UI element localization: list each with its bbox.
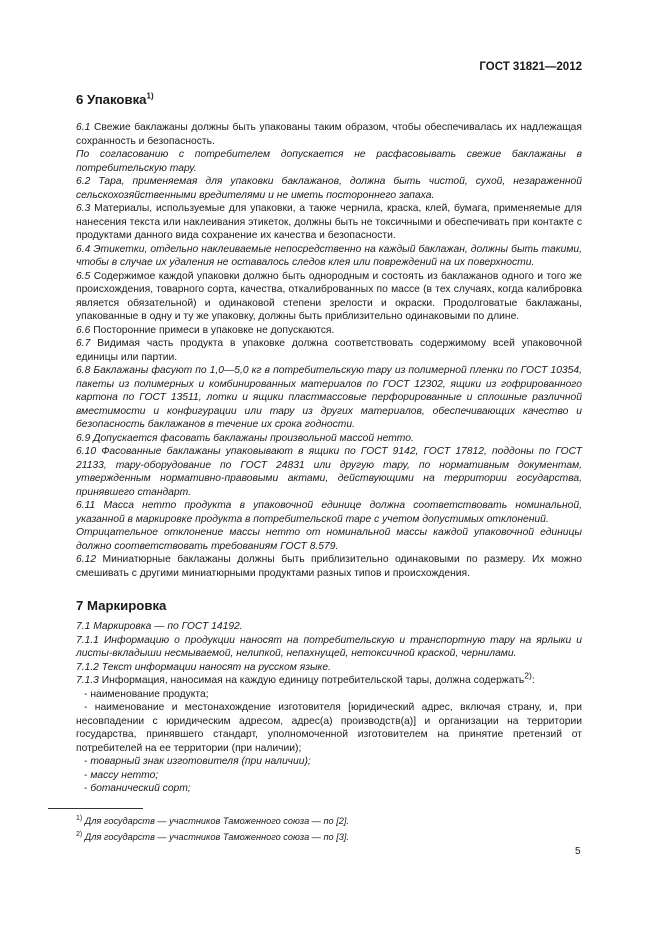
sec7-paragraph-number: - [84, 756, 88, 767]
footnote-separator [48, 808, 143, 809]
sec6-paragraph [76, 445, 582, 499]
sec6-paragraph-number: 6.8 [76, 365, 91, 376]
footnote-ref-1: 1) [146, 91, 154, 101]
sec6-paragraph-number: 6.10 [76, 446, 97, 457]
sec6-paragraph [76, 243, 582, 270]
sec7-paragraph [76, 661, 582, 675]
sec6-paragraph-number: 6.12 [76, 554, 97, 565]
footnotes [76, 813, 582, 845]
sec6-paragraph-text: Тара, применяемая для упаковки баклажанов, должна быть чистой, сухой, незараженной сельскохозяйственными вредителями и не иметь постороннего запаха. [76, 176, 582, 201]
sec6-paragraph [76, 337, 582, 364]
sec6-paragraph [76, 202, 582, 243]
sec7-paragraph [76, 782, 582, 796]
sec6-paragraph [76, 432, 582, 446]
footnote-ref-2: 2) [524, 670, 532, 681]
sec7-paragraph-text: массу нетто; [90, 769, 159, 781]
sec7-paragraph-number: - [84, 783, 88, 794]
sec6-paragraph [76, 270, 582, 324]
sec6-paragraph-number: 6.5 [76, 270, 91, 282]
sec6-paragraph-number: 6.2 [76, 176, 91, 187]
sec6-paragraph-text: Миниатюрные баклажаны должны быть приблизительно одинаковыми по размеру. Их можно смешивать с другими миниатюрными продуктами разных типов и происхождения. [76, 554, 582, 579]
section-6-title: 6 Упаковка [76, 92, 147, 107]
sec6-paragraph-text: Свежие баклажаны должны быть упакованы таким образом, чтобы обеспечивалась их надлежащая сохранность и безопасность. [76, 122, 582, 147]
footnote-text: Для государств — участников Таможенного союза — по [3]. [84, 832, 349, 842]
sec7-paragraph-text: Информацию о продукции наносят на потребительскую и транспортную тару на ярлыки и листы-вкладыши несмываемой, нелипкой, непахнущей, нетоксичной краской, чернилами. [76, 634, 582, 659]
sec6-paragraph-text: Материалы, используемые для упаковки, а также чернила, краска, клей, бумага, применяемые для нанесения текста или наклеивания этикеток, должны быть не токсичными и обеспечивать при контакте с продуктами данного вида сохранение их качества и безопасности. [76, 203, 582, 241]
sec6-paragraph-text: Этикетки, отдельно наклеиваемые непосредственно на каждый баклажан, должны быть такими, чтобы в случае их удаления не оставалось следов клея или повреждений на их поверхности. [76, 243, 582, 268]
sec7-paragraph [76, 688, 582, 702]
sec6-paragraph-number: 6.4 [76, 243, 91, 255]
sec7-paragraph-text: Маркировка — по ГОСТ 14192. [93, 621, 243, 632]
sec7-paragraph-number: - [84, 688, 88, 700]
sec6-paragraph-text: Отрицательное отклонение массы нетто от номинальной массы каждой упаковочной единицы должно соответствовать требованиям ГОСТ 8.579. [76, 527, 582, 552]
sec7-paragraph [76, 755, 582, 769]
sec6-paragraph-text: Видимая часть продукта в упаковке должна соответствовать содержимому всей упаковочной единицы или партии. [76, 338, 582, 363]
sec7-paragraph-number: - [84, 769, 88, 781]
sec6-paragraph-text: По согласованию с потребителем допускается не расфасовывать свежие баклажаны в потребительскую тару. [76, 149, 582, 174]
sec6-paragraph-number: 6.7 [76, 338, 91, 349]
section-6-body [76, 121, 582, 580]
sec6-paragraph [76, 553, 582, 580]
paragraph-text-end: : [531, 675, 535, 686]
sec6-paragraph [76, 526, 582, 553]
footnote-mark: 2) [76, 830, 83, 838]
sec6-paragraph [76, 148, 582, 175]
sec6-paragraph-text: Фасованные баклажаны упаковывают в ящики по ГОСТ 9142, ГОСТ 17812, поддоны по ГОСТ 21133, тару-оборудование по ГОСТ 24831 или другую тару, по нормативным документам, утвержденным нормативно-правовыми актами, действующими на территории государства, принявшего стандарт. [76, 446, 582, 498]
sec6-paragraph [76, 499, 582, 526]
sec6-paragraph-number: 6.6 [76, 324, 91, 336]
section-7-body [76, 620, 582, 796]
footnote-text: Для государств — участников Таможенного союза — по [2]. [84, 816, 349, 826]
sec6-paragraph-number: 6.1 [76, 122, 91, 133]
sec7-paragraph [76, 769, 582, 783]
standard-header: ГОСТ 31821—2012 [479, 61, 582, 73]
sec7-paragraph-number: 7.1.3 [76, 675, 99, 686]
sec6-paragraph [76, 121, 582, 148]
sec6-paragraph-text: Содержимое каждой упаковки должно быть однородным и состоять из баклажанов одного и того же происхождения, товарного сорта, качества, откалиброванных по массе (в тех случаях, когда калибровка является обязательной) и одинаковой степени зрелости и окраски. Продолговатые баклажаны, упакованные в одну и ту же упаковку, должны быть приблизительно одинаковыми по длине. [76, 270, 582, 322]
section-6-heading [76, 92, 582, 108]
section-7-title: 7 Маркировка [76, 598, 167, 613]
sec6-paragraph [76, 175, 582, 202]
sec7-paragraph-number: 7.1.1 [76, 634, 99, 646]
sec7-paragraph [76, 634, 582, 661]
sec7-paragraph-text: наименование продукта; [90, 688, 209, 700]
sec6-paragraph-number: 6.9 [76, 432, 91, 444]
sec7-paragraph-text: наименование и местонахождение изготовителя [юридический адрес, включая страну, и, при несовпадении с юридическим адресом, адрес(а) производств(а)] и организации на территории государства, принявшего стандарт, уполномоченной изготовителем на принятие претензий от потребителей на ее территории (при наличии); [76, 702, 582, 754]
footnote-mark: 1) [76, 814, 83, 822]
sec6-paragraph-number: 6.3 [76, 203, 91, 214]
footnote [76, 813, 582, 829]
sec7-paragraph [76, 670, 582, 688]
page-number: 5 [575, 846, 581, 857]
sec6-paragraph-text: Допускается фасовать баклажаны произвольной массой нетто. [93, 432, 414, 444]
sec6-paragraph [76, 324, 582, 338]
sec7-paragraph-text: Информация, наносимая на каждую единицу потребительской тары, должна содержать [101, 675, 525, 686]
footnote [76, 829, 582, 845]
section-7-heading [76, 598, 582, 614]
sec7-paragraph-text: товарный знак изготовителя (при наличии); [90, 756, 311, 767]
sec6-paragraph-number: 6.11 [76, 500, 96, 511]
sec7-paragraph-number: - [84, 702, 88, 713]
sec7-paragraph-text: Текст информации наносят на русском языке. [101, 661, 332, 673]
sec7-paragraph [76, 701, 582, 755]
sec6-paragraph-text: Баклажаны фасуют по 1,0—5,0 кг в потребительскую тару из полимерной пленки по ГОСТ 10354, пакеты из полимерных и комбинированных материалов по ГОСТ 12302, ящики из гофрированного картона по ГОСТ 13511, лотки и ящики пластмассовые перфорированные и сплошные различной вместимости и конфигурации или тару из других материалов, обеспечивающих качество и безопасность баклажанов в течение их срока годности. [76, 365, 582, 430]
sec7-paragraph-number: 7.1.2 [76, 661, 99, 673]
sec6-paragraph [76, 364, 582, 432]
sec7-paragraph-number: 7.1 [76, 621, 91, 632]
sec6-paragraph-text: Посторонние примеси в упаковке не допускаются. [93, 324, 335, 336]
sec7-paragraph [76, 620, 582, 634]
sec6-paragraph-text: Масса нетто продукта в упаковочной единице должна соответствовать номинальной, указанной в маркировке продукта в потребительской таре с учетом допустимых отклонений. [76, 500, 582, 525]
sec7-paragraph-text: ботанический сорт; [90, 783, 191, 794]
